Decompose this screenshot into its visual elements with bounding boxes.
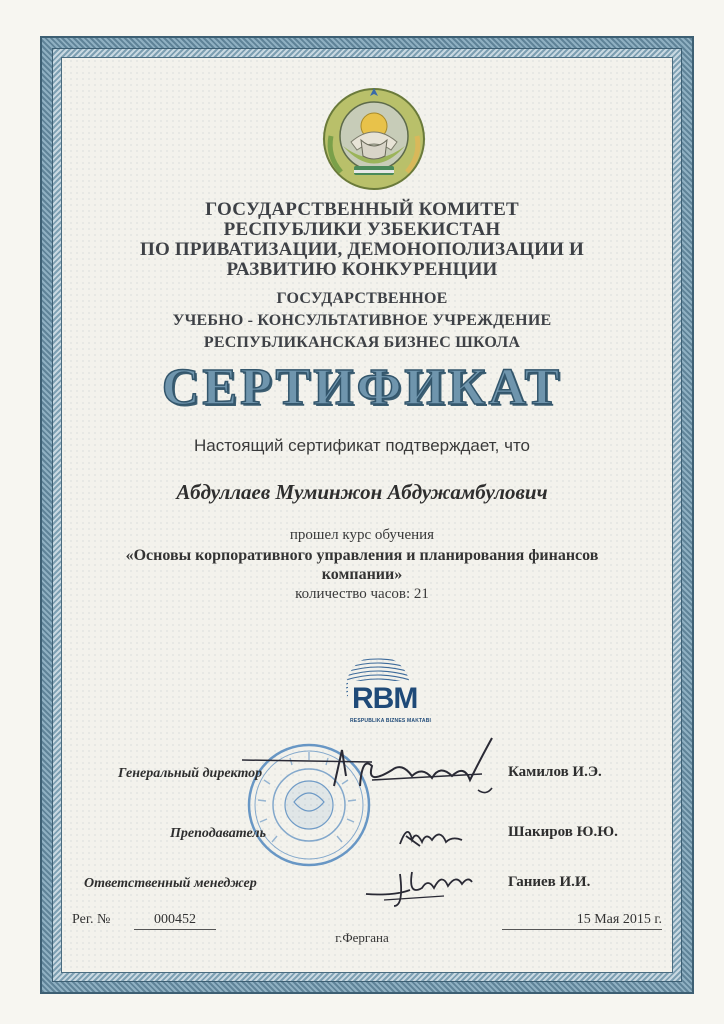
passed-course-text: прошел курс обучения xyxy=(289,527,435,543)
signatory-role-teacher: Преподаватель xyxy=(170,826,266,841)
course-hours: количество часов: 21 xyxy=(295,586,429,602)
signatory-role-manager: Ответственный менеджер xyxy=(84,876,257,891)
recipient-name: Абдуллаев Муминжон Абдужамбулович xyxy=(176,480,548,504)
certificate-title: СЕРТИФИКАТ xyxy=(161,359,563,416)
state-emblem-icon xyxy=(321,86,427,192)
rbm-logo-text: RBM xyxy=(352,682,418,715)
manager-signature-icon xyxy=(364,866,474,910)
rbm-logo xyxy=(320,654,436,734)
director-signature-icon xyxy=(242,736,502,816)
course-title: «Основы корпоративного управления и планирования финансов компании» xyxy=(125,547,599,583)
issue-city: г.Фергана xyxy=(335,930,389,945)
rbm-logo-subtitle: RESPUBLIKA BIZNES MAKTABI xyxy=(350,718,432,724)
signatory-role-director: Генеральный директор xyxy=(118,766,263,781)
signatory-name-teacher: Шакиров Ю.Ю. xyxy=(508,824,618,840)
registration-label: Рег. № xyxy=(72,912,111,927)
confirmation-text: Настоящий сертификат подтверждает, что xyxy=(193,436,531,455)
registration-number: 000452 xyxy=(134,912,216,930)
signatory-name-director: Камилов И.Э. xyxy=(508,764,602,780)
issue-date: 15 Мая 2015 г. xyxy=(502,912,662,930)
institution-heading: ГОСУДАРСТВЕННОЕ УЧЕБНО - КОНСУЛЬТАТИВНОЕ УЧРЕЖДЕНИЕ РЕСПУБЛИКАНСКАЯ БИЗНЕС ШКОЛА xyxy=(172,290,552,351)
committee-heading: ГОСУДАРСТВЕННЫЙ КОМИТЕТ РЕСПУБЛИКИ УЗБЕКИСТАН ПО ПРИВАТИЗАЦИИ, ДЕМОНОПОЛИЗАЦИИ И РАЗВИТИЮ КОНКУРЕНЦИИ xyxy=(139,199,584,280)
signatory-name-manager: Ганиев И.И. xyxy=(508,874,591,890)
teacher-signature-icon xyxy=(396,818,466,852)
certificate-content xyxy=(62,60,662,960)
